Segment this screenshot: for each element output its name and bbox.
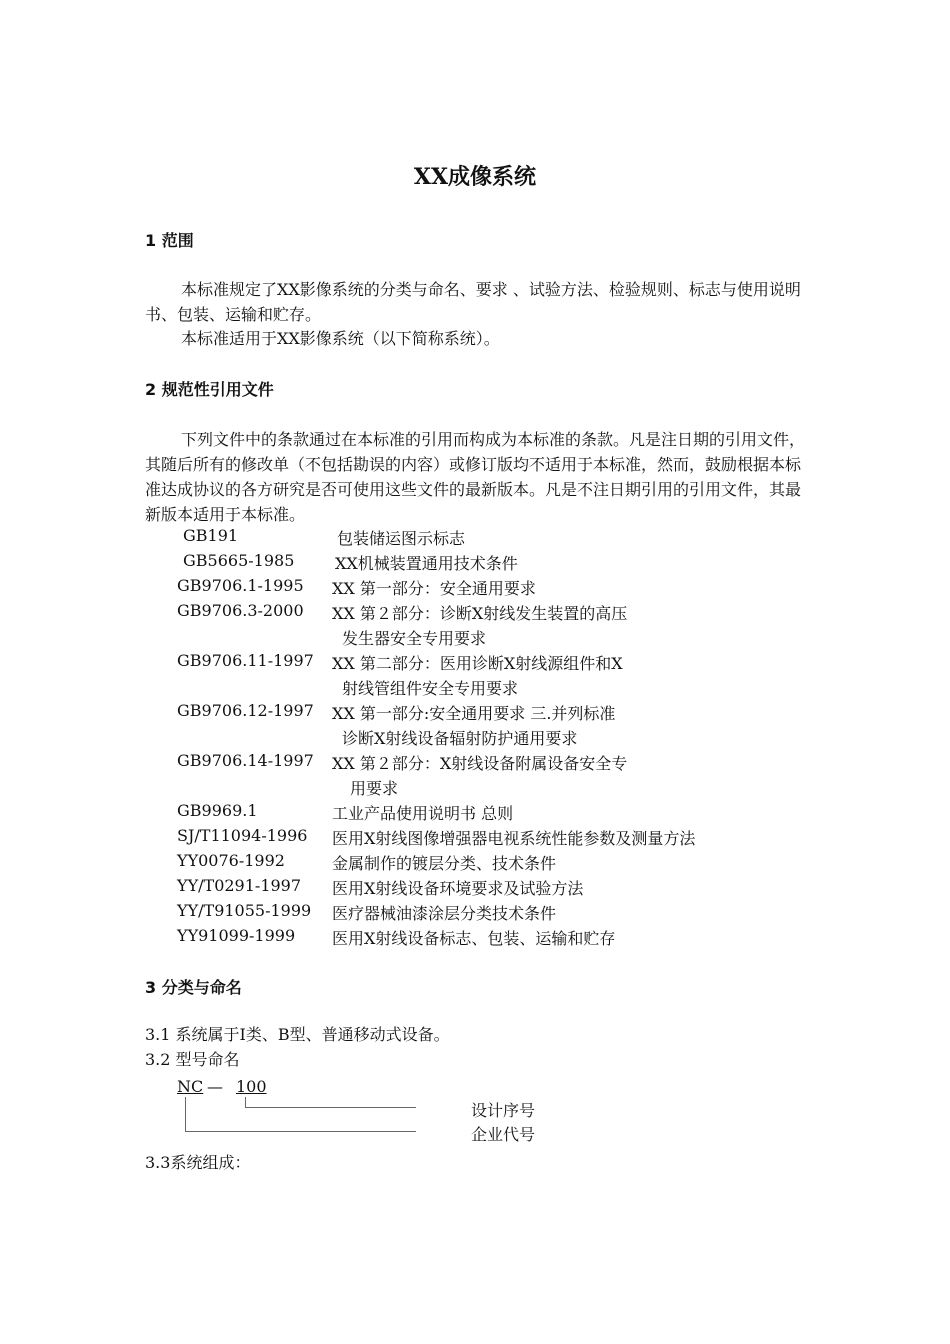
reference-code: YY0076-1992 bbox=[177, 851, 285, 870]
connector-line bbox=[185, 1131, 416, 1132]
reference-title: 医用X射线设备环境要求及试验方法 bbox=[332, 879, 584, 898]
model-number: 100 bbox=[236, 1077, 267, 1096]
section-heading-scope: 1 范围 bbox=[145, 231, 194, 250]
reference-title: XX 第一部分：安全通用要求 bbox=[332, 579, 536, 598]
label-company-code: 企业代号 bbox=[471, 1125, 536, 1144]
clause-3-2: 3.2 型号命名 bbox=[145, 1050, 240, 1069]
section-heading-classification: 3 分类与命名 bbox=[145, 978, 242, 997]
section-heading-references: 2 规范性引用文件 bbox=[145, 380, 274, 399]
reference-code: GB9706.1-1995 bbox=[177, 576, 304, 595]
reference-title: 医用X射线设备标志、包装、运输和贮存 bbox=[332, 929, 616, 948]
connector-line bbox=[245, 1107, 416, 1108]
reference-title: XX 第２部分：诊断X射线发生装置的高压 bbox=[332, 604, 628, 623]
connector-line bbox=[185, 1097, 186, 1132]
reference-code: GB9706.11-1997 bbox=[177, 651, 314, 670]
reference-title: 医用X射线图像增强器电视系统性能参数及测量方法 bbox=[332, 829, 696, 848]
document-title: XX成像系统 bbox=[413, 164, 537, 190]
reference-title: XX机械装置通用技术条件 bbox=[335, 554, 518, 573]
reference-title-continued: 发生器安全专用要求 bbox=[342, 629, 487, 648]
reference-title: 包装储运图示标志 bbox=[337, 529, 466, 548]
reference-title: XX 第一部分:安全通用要求 三.并列标准 bbox=[332, 704, 616, 723]
reference-title: 医疗器械油漆涂层分类技术条件 bbox=[332, 904, 557, 923]
model-dash: — bbox=[207, 1077, 223, 1096]
reference-title: 金属制作的镀层分类、技术条件 bbox=[332, 854, 557, 873]
reference-title-continued: 射线管组件安全专用要求 bbox=[342, 679, 519, 698]
clause-3-3: 3.3系统组成： bbox=[145, 1153, 251, 1172]
reference-code: YY/T91055-1999 bbox=[177, 901, 312, 920]
reference-code: GB9706.14-1997 bbox=[177, 751, 314, 770]
scope-paragraph-2: 本标准适用于XX影像系统（以下简称系统）。 bbox=[181, 329, 500, 348]
reference-code: YY/T0291-1997 bbox=[177, 876, 302, 895]
reference-code: SJ/T11094-1996 bbox=[177, 826, 308, 845]
reference-title-continued: 诊断X射线设备辐射防护通用要求 bbox=[342, 729, 578, 748]
reference-title-continued: 用要求 bbox=[350, 779, 399, 798]
reference-code: GB5665-1985 bbox=[183, 551, 295, 570]
reference-title: XX 第二部分：医用诊断X射线源组件和X bbox=[332, 654, 623, 673]
model-prefix: NC bbox=[177, 1077, 204, 1096]
scope-paragraph-1: 本标准规定了XX影像系统的分类与命名、要求 、试验方法、检验规则、标志与使用说明书、包装、运输和贮存。 bbox=[145, 280, 801, 324]
reference-title: XX 第２部分：X射线设备附属设备安全专 bbox=[332, 754, 628, 773]
reference-code: GB9706.12-1997 bbox=[177, 701, 314, 720]
reference-code: GB9969.1 bbox=[177, 801, 258, 820]
references-intro: 下列文件中的条款通过在本标准的引用而构成为本标准的条款。凡是注日期的引用文件，其随后所有的修改单（不包括勘误的内容）或修订版均不适用于本标准，然而，鼓励根据本标准达成协议的各方研究是否可使用这些文件的最新版本。凡是不注日期引用的引用文件，其最新版本适用于本标准。 bbox=[145, 430, 806, 524]
label-design-serial: 设计序号 bbox=[471, 1101, 536, 1120]
reference-code: GB191 bbox=[183, 526, 239, 545]
reference-code: GB9706.3-2000 bbox=[177, 601, 304, 620]
reference-code: YY91099-1999 bbox=[177, 926, 296, 945]
reference-title: 工业产品使用说明书 总则 bbox=[332, 804, 514, 823]
clause-3-1: 3.1 系统属于Ⅰ类、B型、普通移动式设备。 bbox=[145, 1025, 450, 1044]
